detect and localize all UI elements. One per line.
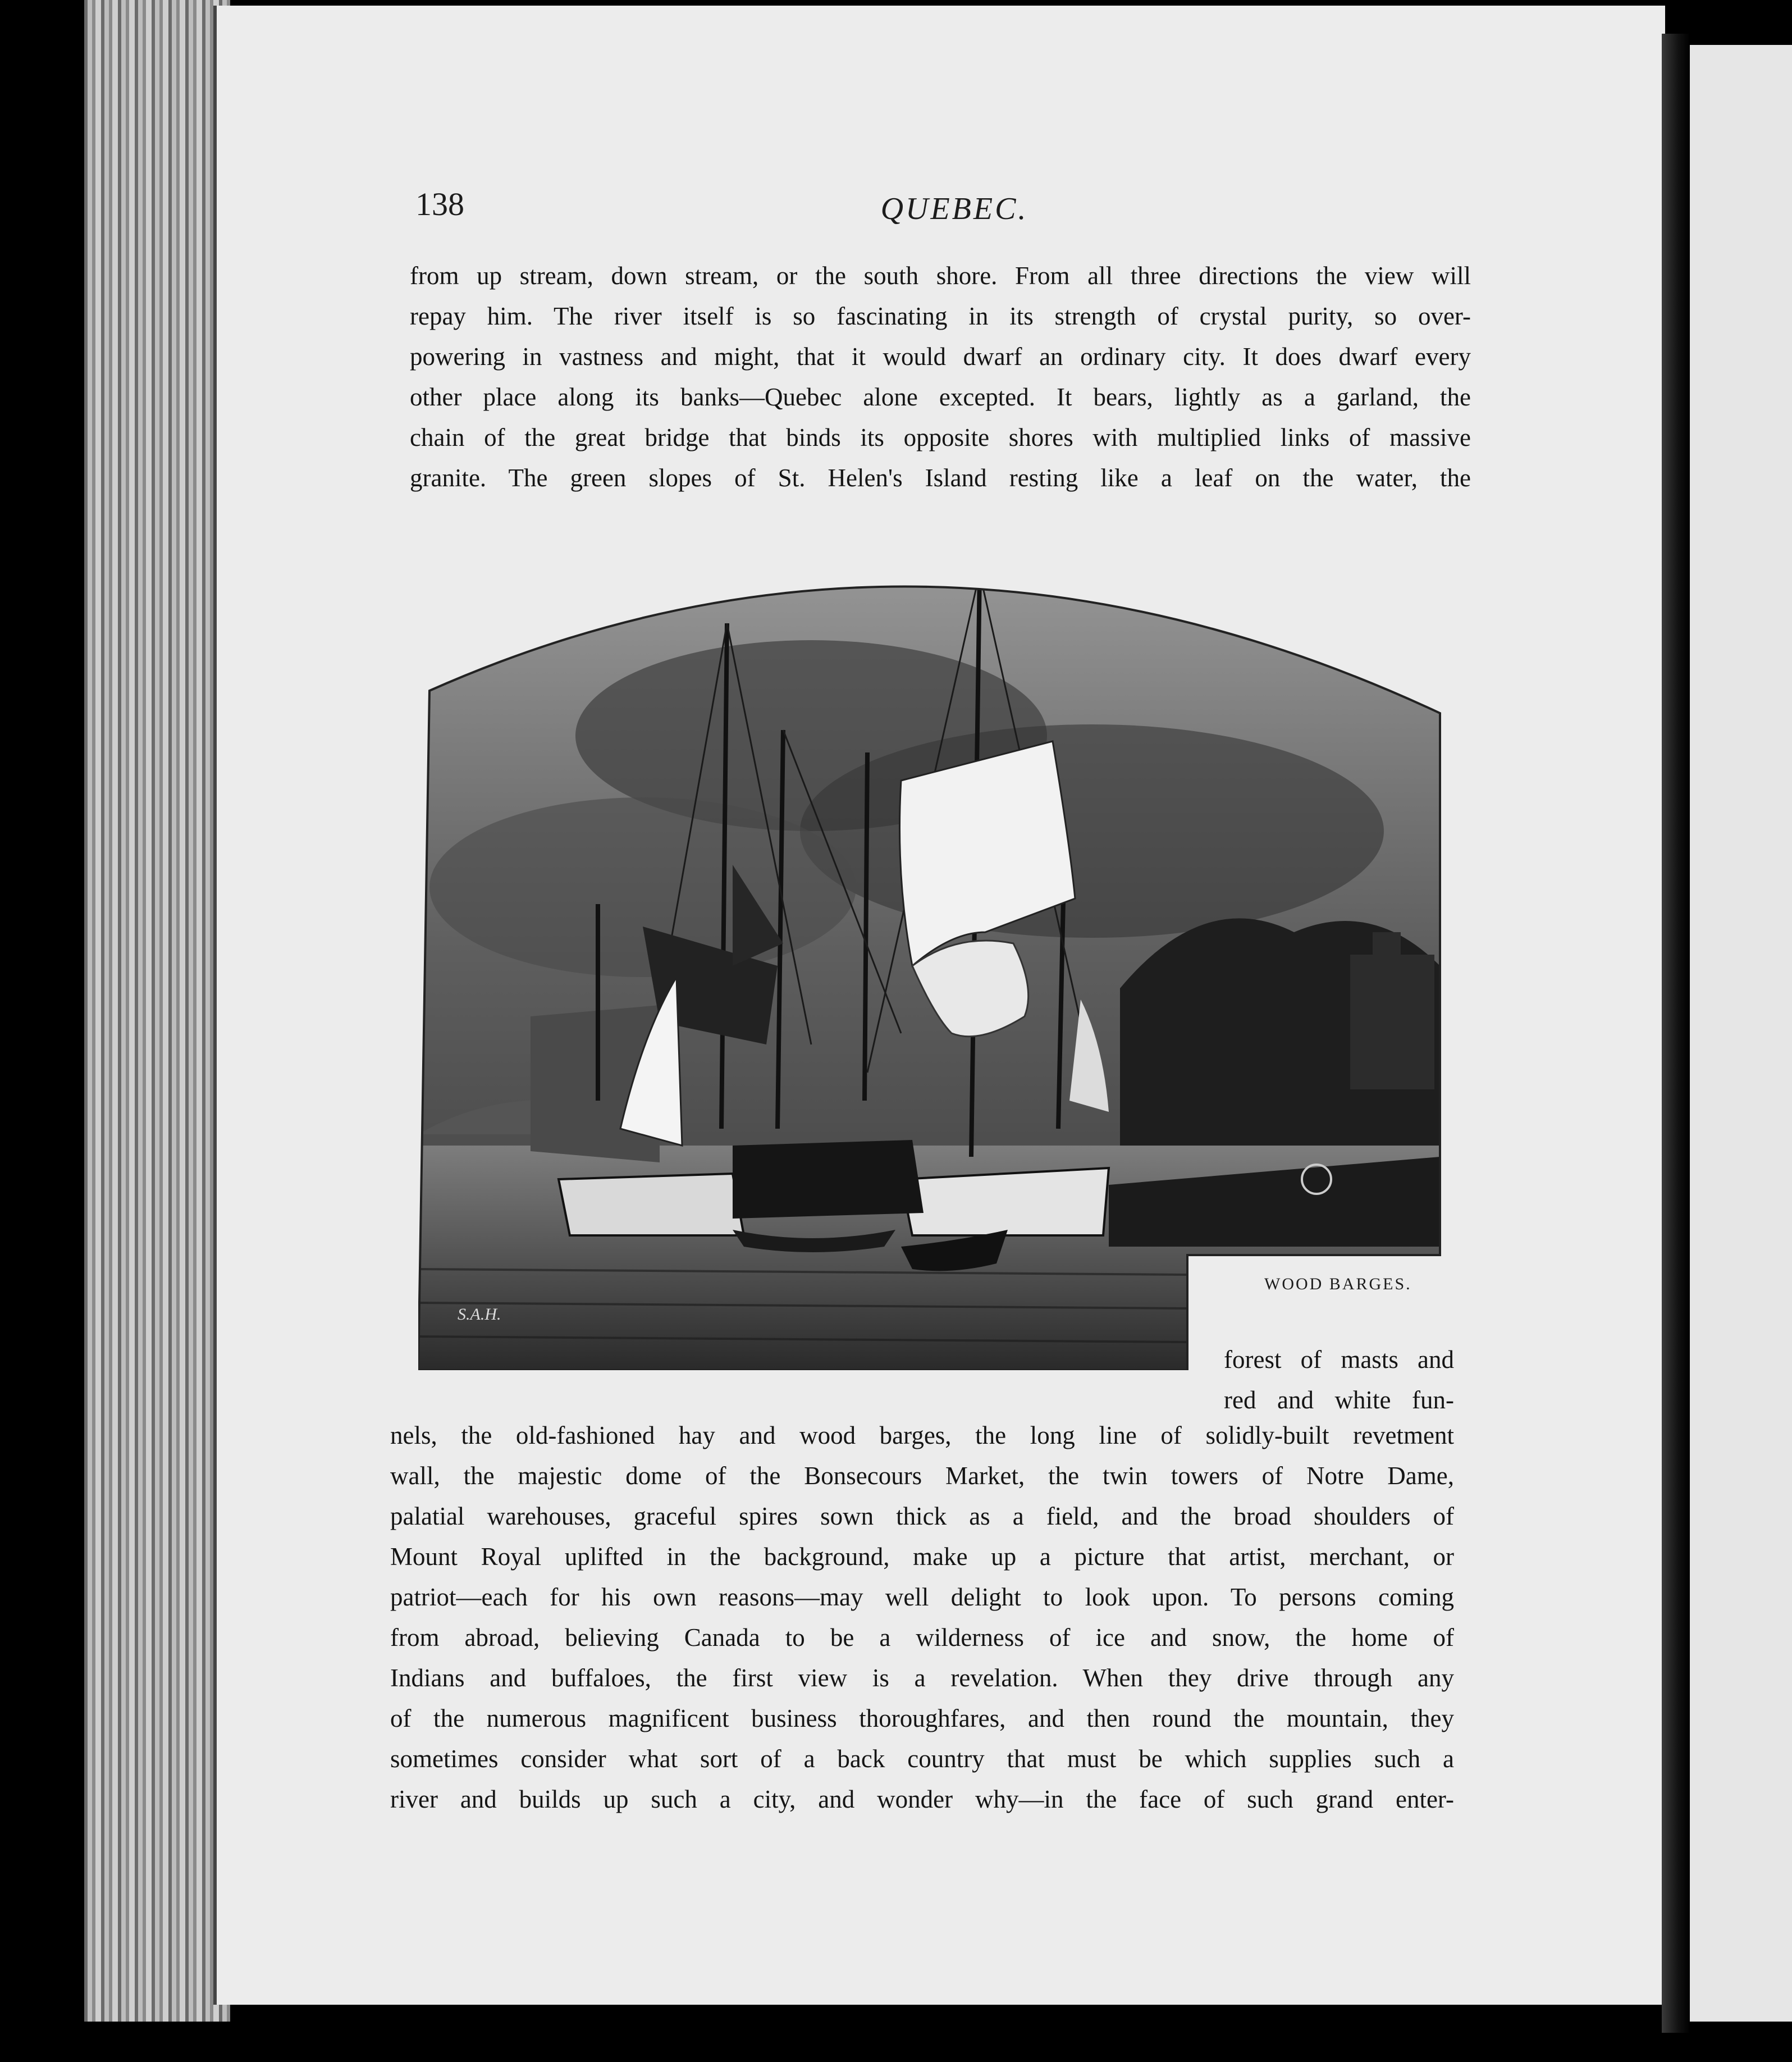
text-line: red and white fun- xyxy=(1224,1386,1454,1414)
wood-barges-illustration xyxy=(418,539,1443,1370)
text-line: Indians and buffaloes, the first view is a revelation. When they drive through any xyxy=(390,1664,1454,1692)
paragraph-bottom xyxy=(390,1415,1454,1819)
text-line: of the numerous magnificent business thoroughfares, and then round the mountain, they xyxy=(390,1704,1454,1732)
book-page-edges xyxy=(84,0,230,2022)
facing-page xyxy=(1690,45,1792,2022)
text-line: nels, the old-fashioned hay and wood barges, the long line of solidly-built revetment xyxy=(390,1421,1454,1449)
text-line: Mount Royal uplifted in the background, make up a picture that artist, merchant, or xyxy=(390,1543,1454,1571)
text-line: chain of the great bridge that binds its opposite shores with multiplied links of massive xyxy=(410,423,1471,451)
text-line: river and builds up such a city, and wonder why—in the face of such grand enter- xyxy=(390,1785,1454,1813)
text-line: sometimes consider what sort of a back country that must be which supplies such a xyxy=(390,1745,1454,1773)
text-line: forest of masts and xyxy=(1224,1345,1454,1374)
text-line: palatial warehouses, graceful spires sown thick as a field, and the broad shoulders of xyxy=(390,1502,1454,1530)
text-line: wall, the majestic dome of the Bonsecours Market, the twin towers of Notre Dame, xyxy=(390,1462,1454,1490)
text-line: other place along its banks—Quebec alone excepted. It bears, lightly as a garland, the xyxy=(410,383,1471,411)
book-spine xyxy=(1662,34,1690,2033)
text-line: from up stream, down stream, or the south shore. From all three directions the view will xyxy=(410,262,1471,290)
artist-signature: S.A.H. xyxy=(458,1305,501,1324)
engraving-image xyxy=(418,539,1443,1370)
text-line: from abroad, believing Canada to be a wilderness of ice and snow, the home of xyxy=(390,1623,1454,1652)
text-line: granite. The green slopes of St. Helen's Island resting like a leaf on the water, the xyxy=(410,464,1471,492)
text-line: powering in vastness and might, that it would dwarf an ordinary city. It does dwarf every xyxy=(410,343,1471,371)
text-line: repay him. The river itself is so fascinating in its strength of crystal purity, so over- xyxy=(410,302,1471,330)
text-line: patriot—each for his own reasons—may well delight to look upon. To persons coming xyxy=(390,1583,1454,1611)
running-head: QUEBEC. xyxy=(880,191,1028,226)
page-number: 138 xyxy=(415,186,464,222)
paragraph-top xyxy=(410,256,1471,498)
illustration-caption: WOOD BARGES. xyxy=(1264,1275,1412,1293)
paragraph-side xyxy=(1224,1339,1454,1420)
